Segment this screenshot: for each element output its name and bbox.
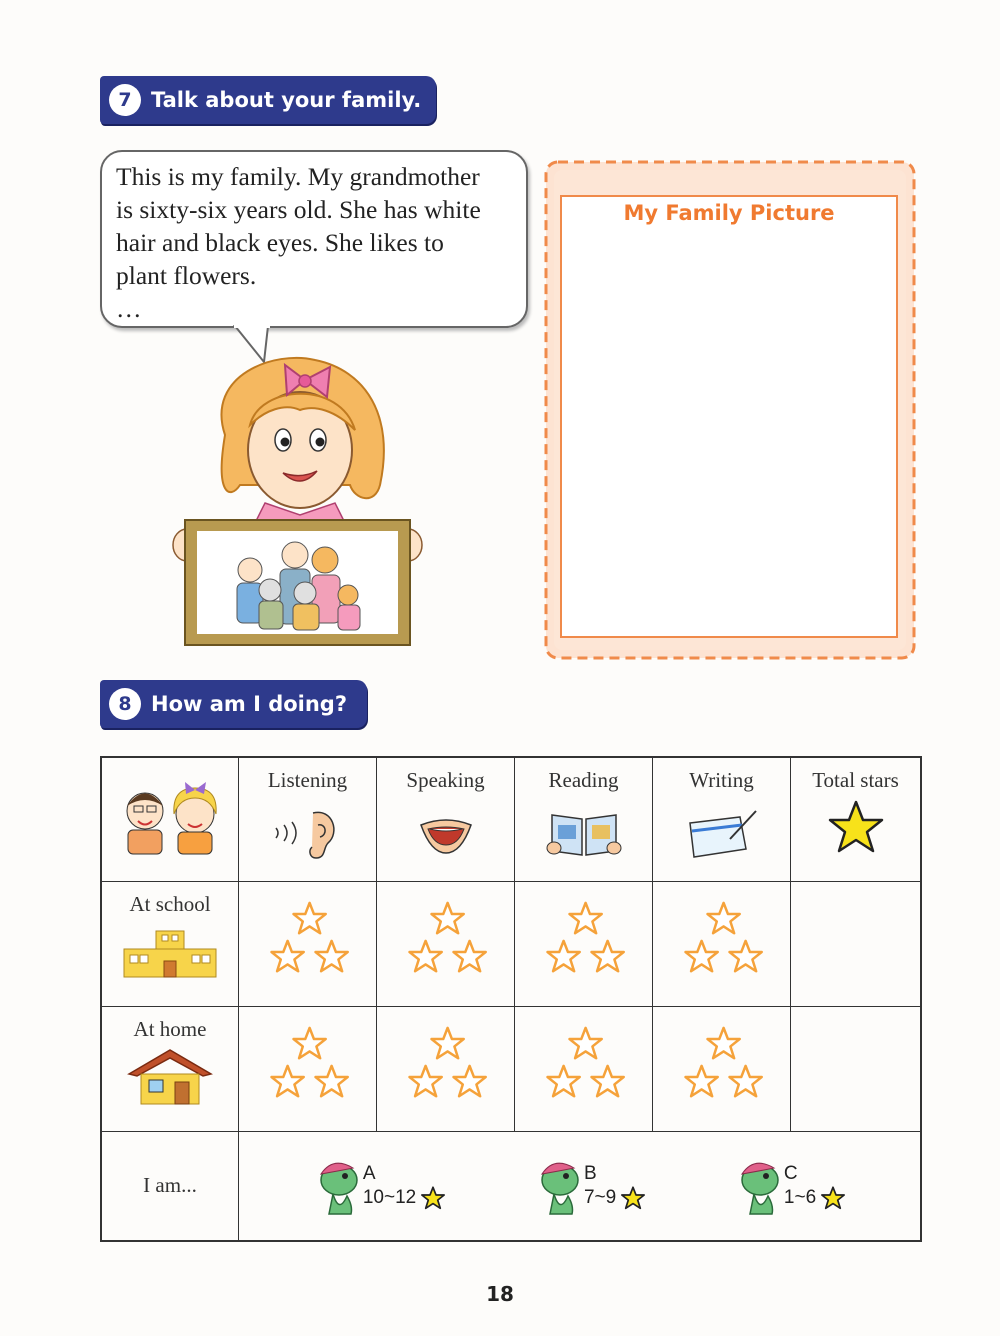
empty-star-group[interactable] bbox=[539, 1026, 629, 1106]
section-8-number: 8 bbox=[109, 688, 141, 720]
column-label-writing: Writing bbox=[689, 768, 754, 792]
family-picture-box[interactable] bbox=[560, 195, 898, 638]
bubble-ellipsis: … bbox=[116, 294, 142, 323]
column-label-speaking: Speaking bbox=[406, 768, 485, 792]
dinosaur-icon bbox=[734, 1156, 784, 1216]
empty-star-icon[interactable] bbox=[707, 902, 739, 932]
section-8-title: How am I doing? bbox=[151, 692, 348, 716]
empty-star-icon[interactable] bbox=[293, 902, 325, 932]
empty-star-icon[interactable] bbox=[271, 940, 303, 970]
empty-star-group[interactable] bbox=[263, 901, 353, 981]
header-listening bbox=[239, 757, 377, 881]
empty-star-icon[interactable] bbox=[707, 1027, 739, 1057]
grade-a-range: 10~12 bbox=[362, 1186, 417, 1208]
notebook-icon bbox=[682, 803, 762, 863]
empty-star-icon[interactable] bbox=[569, 1027, 601, 1057]
row-label-at-home: At home bbox=[133, 1016, 207, 1041]
empty-star-icon[interactable] bbox=[729, 1065, 761, 1095]
empty-star-icon[interactable] bbox=[409, 940, 441, 970]
grade-c bbox=[734, 1156, 846, 1216]
home-writing-stars[interactable] bbox=[653, 1006, 791, 1131]
home-speaking-stars[interactable] bbox=[377, 1006, 515, 1131]
empty-star-icon[interactable] bbox=[431, 1027, 463, 1057]
school-reading-stars[interactable] bbox=[515, 881, 653, 1006]
grade-b-range: 7~9 bbox=[583, 1186, 617, 1208]
girl-with-photo-illustration bbox=[165, 355, 430, 655]
row-label-at-school: At school bbox=[129, 891, 211, 916]
self-evaluation-table bbox=[100, 756, 922, 1242]
section-7-header bbox=[100, 76, 436, 124]
bubble-line-1: This is my family. My grandmother bbox=[116, 162, 480, 191]
ear-icon bbox=[268, 803, 348, 863]
column-label-total-stars: Total stars bbox=[812, 768, 899, 792]
bubble-line-4: plant flowers. bbox=[116, 261, 257, 290]
school-icon bbox=[120, 925, 220, 981]
empty-star-group[interactable] bbox=[539, 901, 629, 981]
summary-label: I am... bbox=[143, 1173, 197, 1198]
grade-a-star-icon bbox=[420, 1186, 446, 1210]
empty-star-icon[interactable] bbox=[293, 1027, 325, 1057]
grade-key-cell bbox=[239, 1131, 922, 1241]
empty-star-icon[interactable] bbox=[431, 902, 463, 932]
mouth-icon bbox=[406, 803, 486, 863]
empty-star-icon[interactable] bbox=[453, 1065, 485, 1095]
grade-b-letter: B bbox=[583, 1162, 597, 1184]
empty-star-icon[interactable] bbox=[453, 940, 485, 970]
column-label-listening: Listening bbox=[267, 768, 348, 792]
school-total-stars-cell[interactable] bbox=[791, 881, 922, 1006]
empty-star-icon[interactable] bbox=[685, 940, 717, 970]
header-speaking bbox=[377, 757, 515, 881]
empty-star-group[interactable] bbox=[263, 1026, 353, 1106]
book-icon bbox=[544, 803, 624, 863]
page-number: 18 bbox=[486, 1282, 514, 1306]
empty-star-icon[interactable] bbox=[315, 1065, 347, 1095]
home-listening-stars[interactable] bbox=[239, 1006, 377, 1131]
family-picture-title: My Family Picture bbox=[623, 201, 835, 225]
empty-star-icon[interactable] bbox=[591, 1065, 623, 1095]
section-7-title: Talk about your family. bbox=[151, 88, 422, 112]
empty-star-icon[interactable] bbox=[547, 940, 579, 970]
column-label-reading: Reading bbox=[548, 768, 619, 792]
empty-star-group[interactable] bbox=[401, 1026, 491, 1106]
grade-c-star-icon bbox=[820, 1186, 846, 1210]
empty-star-icon[interactable] bbox=[729, 940, 761, 970]
house-icon bbox=[125, 1046, 215, 1108]
grade-b bbox=[534, 1156, 646, 1216]
school-speaking-stars[interactable] bbox=[377, 881, 515, 1006]
grade-c-letter: C bbox=[783, 1162, 798, 1184]
header-total-stars bbox=[791, 757, 922, 881]
bubble-line-3: hair and black eyes. She likes to bbox=[116, 228, 444, 257]
speech-bubble bbox=[100, 150, 528, 328]
star-icon bbox=[826, 799, 886, 855]
empty-star-icon[interactable] bbox=[591, 940, 623, 970]
grade-a-letter: A bbox=[362, 1162, 376, 1184]
school-writing-stars[interactable] bbox=[653, 881, 791, 1006]
empty-star-group[interactable] bbox=[677, 901, 767, 981]
section-7-number: 7 bbox=[109, 84, 141, 116]
empty-star-group[interactable] bbox=[401, 901, 491, 981]
empty-star-icon[interactable] bbox=[685, 1065, 717, 1095]
row-at-home-label-cell bbox=[101, 1006, 239, 1131]
grade-a bbox=[313, 1156, 446, 1216]
dinosaur-icon bbox=[534, 1156, 584, 1216]
home-total-stars-cell[interactable] bbox=[791, 1006, 922, 1131]
bubble-line-2: is sixty-six years old. She has white bbox=[116, 195, 481, 224]
section-8-header bbox=[100, 680, 367, 728]
kids-icon bbox=[110, 776, 230, 856]
grade-c-range: 1~6 bbox=[783, 1186, 817, 1208]
empty-star-group[interactable] bbox=[677, 1026, 767, 1106]
school-listening-stars[interactable] bbox=[239, 881, 377, 1006]
summary-label-cell bbox=[101, 1131, 239, 1241]
empty-star-icon[interactable] bbox=[315, 940, 347, 970]
empty-star-icon[interactable] bbox=[271, 1065, 303, 1095]
empty-star-icon[interactable] bbox=[409, 1065, 441, 1095]
grade-b-star-icon bbox=[620, 1186, 646, 1210]
header-writing bbox=[653, 757, 791, 881]
empty-star-icon[interactable] bbox=[569, 902, 601, 932]
home-reading-stars[interactable] bbox=[515, 1006, 653, 1131]
empty-star-icon[interactable] bbox=[547, 1065, 579, 1095]
header-reading bbox=[515, 757, 653, 881]
kids-header-cell bbox=[101, 757, 239, 881]
dinosaur-icon bbox=[313, 1156, 363, 1216]
row-at-school-label-cell bbox=[101, 881, 239, 1006]
